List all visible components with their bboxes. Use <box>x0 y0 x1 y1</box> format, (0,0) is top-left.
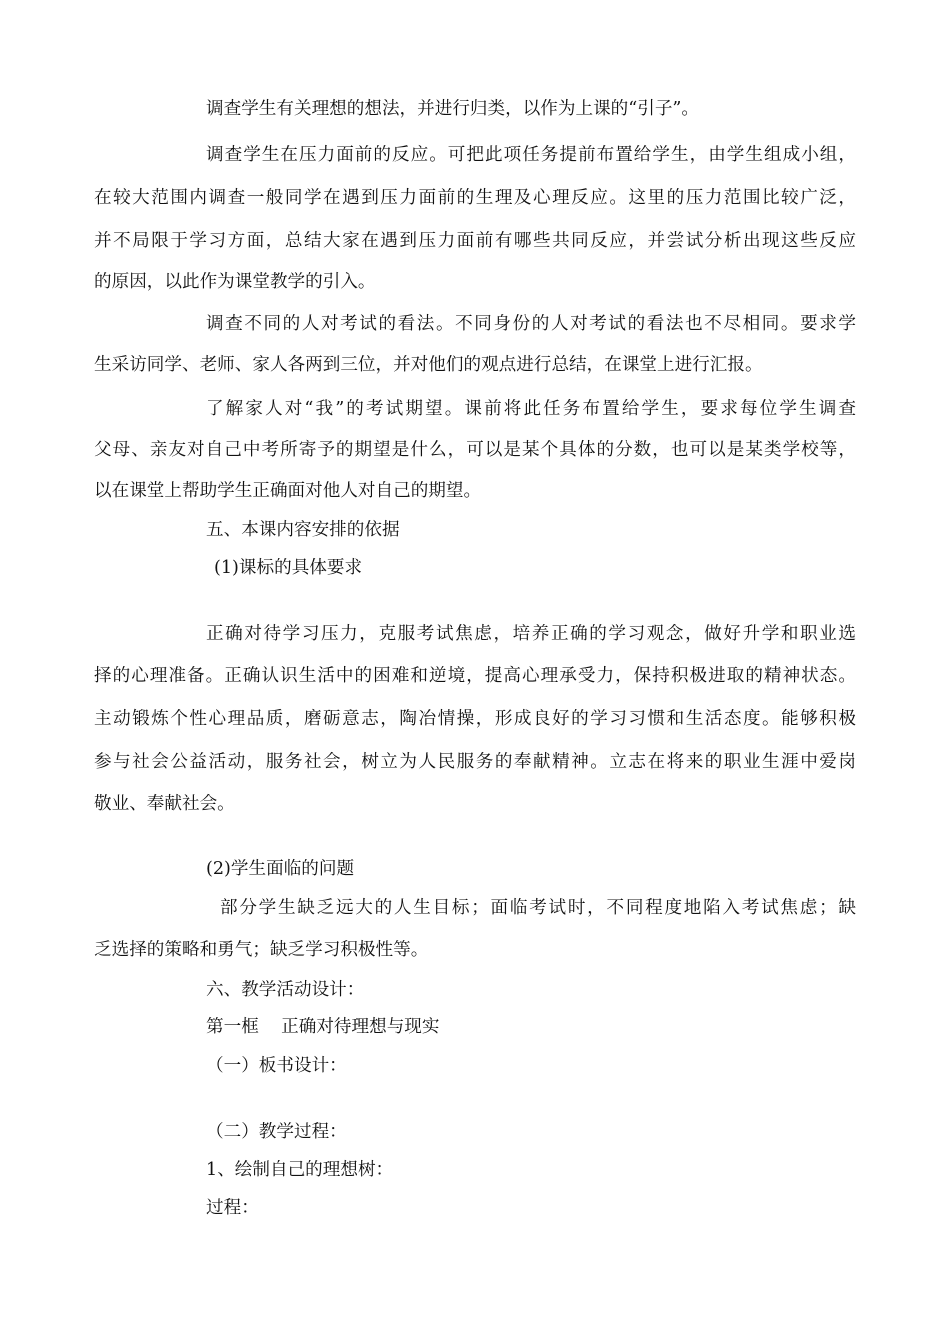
paragraph-survey-ideals: 调查学生有关理想的想法，并进行归类，以作为上课的“引子”。 <box>206 99 700 119</box>
paragraph-survey-exam-views-line-1: 调查不同的人对考试的看法。不同身份的人对考试的看法也不尽相同。要求学 <box>206 314 856 334</box>
process-label: 过程： <box>206 1198 259 1218</box>
subheading-teaching-process: （二）教学过程： <box>206 1122 347 1142</box>
paragraph-curriculum-line-1: 正确对待学习压力，克服考试焦虑，培养正确的学习观念，做好升学和职业选 <box>206 624 856 644</box>
paragraph-student-problems-line-2: 乏选择的策略和勇气；缺乏学习积极性等。 <box>94 940 429 960</box>
paragraph-survey-pressure-line-2: 在较大范围内调查一般同学在遇到压力面前的生理及心理反应。这里的压力范围比较广泛， <box>94 188 856 208</box>
paragraph-survey-pressure-line-4: 的原因，以此作为课堂教学的引入。 <box>94 272 376 292</box>
paragraph-family-expectations-line-3: 以在课堂上帮助学生正确面对他人对自己的期望。 <box>94 481 482 501</box>
lesson-frame-title: 第一框 正确对待理想与现实 <box>206 1017 440 1037</box>
paragraph-survey-pressure-line-3: 并不局限于学习方面，总结大家在遇到压力面前有哪些共同反应，并尝试分析出现这些反应 <box>94 231 856 251</box>
section-heading-six: 六、教学活动设计： <box>206 980 365 1000</box>
paragraph-curriculum-line-3: 主动锻炼个性心理品质，磨砺意志，陶冶情操，形成良好的学习习惯和生活态度。能够积极 <box>94 709 856 729</box>
paragraph-family-expectations-line-2: 父母、亲友对自己中考所寄予的期望是什么，可以是某个具体的分数，也可以是某类学校等， <box>94 440 856 460</box>
activity-title-ideal-tree: 1、绘制自己的理想树： <box>206 1160 394 1180</box>
paragraph-survey-exam-views-line-2: 生采访同学、老师、家人各两到三位，并对他们的观点进行总结，在课堂上进行汇报。 <box>94 355 763 375</box>
section-heading-five: 五、本课内容安排的依据 <box>206 520 400 540</box>
paragraph-curriculum-line-4: 参与社会公益活动，服务社会，树立为人民服务的奉献精神。立志在将来的职业生涯中爱岗 <box>94 752 856 772</box>
paragraph-student-problems-line-1: 部分学生缺乏远大的人生目标；面临考试时，不同程度地陷入考试焦虑；缺 <box>220 898 856 918</box>
paragraph-family-expectations-line-1: 了解家人对“我”的考试期望。课前将此任务布置给学生，要求每位学生调查 <box>206 399 856 419</box>
subheading-student-problems: (2)学生面临的问题 <box>206 859 355 879</box>
paragraph-survey-pressure-line-1: 调查学生在压力面前的反应。可把此项任务提前布置给学生，由学生组成小组， <box>206 145 856 165</box>
paragraph-curriculum-line-5: 敬业、奉献社会。 <box>94 794 235 814</box>
subheading-curriculum-requirements: (1)课标的具体要求 <box>214 558 363 578</box>
paragraph-curriculum-line-2: 择的心理准备。正确认识生活中的困难和逆境，提高心理承受力，保持积极进取的精神状态。 <box>94 666 856 686</box>
subheading-blackboard-design: （一）板书设计： <box>206 1056 347 1076</box>
